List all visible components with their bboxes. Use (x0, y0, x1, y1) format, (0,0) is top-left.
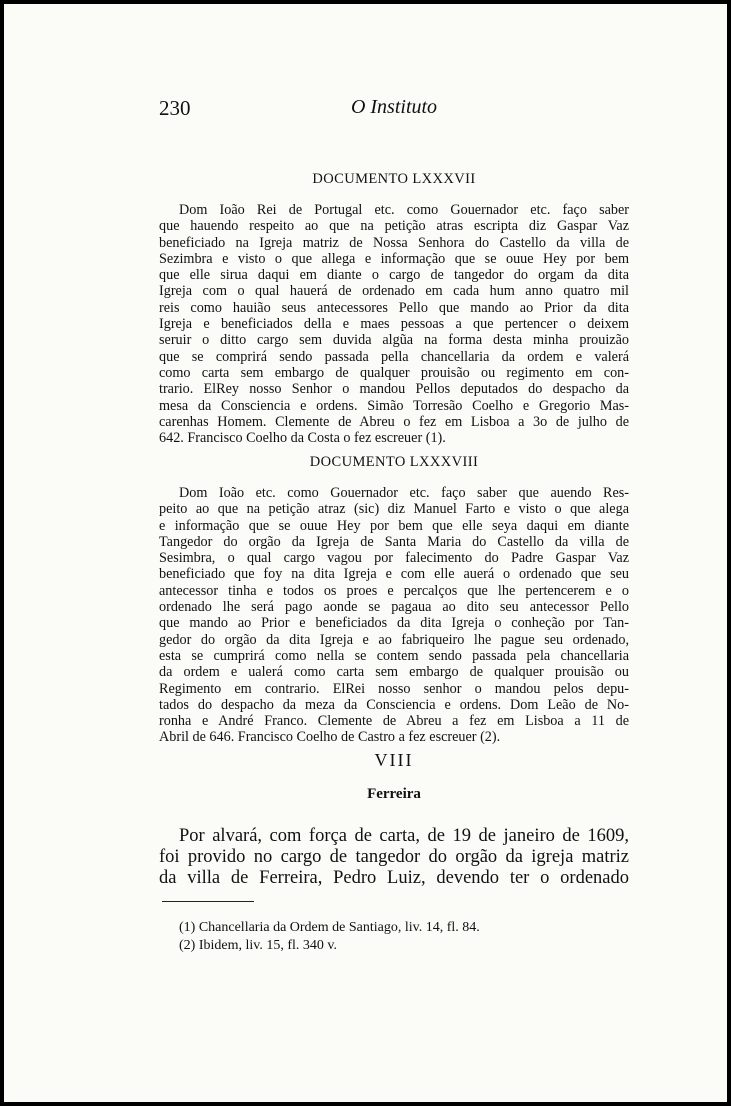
page-number: 230 (159, 96, 191, 120)
text-line: que elle sirua daqui em diante o cargo de tangedor do orgam da dita (159, 267, 629, 284)
text-line: Igreja com o qual hauerá de ordenado em cada hum anno quatro mil (159, 283, 629, 300)
text-line: tados do despacho da meza da Consciencia e ordens. Dom Leão de No- (159, 696, 629, 713)
running-head (159, 96, 629, 126)
text-line: beneficiado que foy na dita Igreja e com elle auerá o ordenado que seu (159, 566, 629, 583)
text-line: seruir o ditto cargo sem duvida algũa na forma desta minha prouizão (159, 332, 629, 349)
text-line: trario. ElRey nosso Senhor o mandou Pellos deputados do despacho da (159, 381, 629, 398)
text-line: mesa da Consciencia e ordens. Simão Torresão Coelho e Gregorio Mas- (159, 397, 629, 414)
section-number: VIII (374, 750, 414, 770)
text-line: como carta sem embargo de qualquer prouisão ou regimento em con- (159, 364, 629, 381)
text-line: ordenado lhe será pago aonde se pagaua ao dito seu antecessor Pello (159, 599, 629, 616)
text-line: que hauendo respeito ao que na petição atras escripta diz Gaspar Vaz (159, 218, 629, 235)
document-87-body (159, 202, 629, 446)
text-line: 642. Francisco Coelho da Costa o fez escreuer (1). (159, 430, 446, 447)
text-line: Dom Ioão etc. como Gouernador etc. faço saber que auendo Res- (179, 485, 629, 501)
text-line: antecessor tinha e todos os proes e percalços que lhe pertencerem e o (159, 582, 629, 599)
text-line: peito ao que na petição atraz (sic) diz Manuel Farto e visto o que alega (159, 501, 629, 518)
text-line: reis como hauião seus antecessores Pello que mando ao Prior da dita (159, 299, 629, 316)
text-line: da ordem e ualerá como carta sem embargo de qualquer prouisão ou (159, 664, 629, 681)
footnotes (179, 919, 599, 955)
text-line: Igreja e beneficiados della e maes pessoas a que pertencer o deixem (159, 316, 629, 333)
text-line: gedor do orgão da dita Igreja e ao fabriqueiro lhe pague seu ordenado, (159, 631, 629, 648)
text-line: Por alvará, com força de carta, de 19 de janeiro de 1609, (179, 826, 629, 846)
text-line: carenhas Homem. Clemente de Abreu o fez em Lisboa a 3o de julho de (159, 413, 629, 430)
text-line: que se comprirá sendo passada pella chancellaria da ordem e valerá (159, 348, 629, 365)
text-line: ronha e André Franco. Clemente de Abreu a fez em Lisboa a 11 de (159, 713, 629, 730)
text-line: da villa de Ferreira, Pedro Luiz, devendo ter o ordenado (159, 868, 629, 888)
text-line: Regimento em contrario. ElRei nosso senhor o mandou pelos depu- (159, 680, 629, 697)
text-line: Sesimbra, o qual cargo vagou por falecimento do Padre Gaspar Vaz (159, 550, 629, 567)
book-page (4, 4, 727, 1102)
section-body (159, 826, 629, 889)
document-87-heading: DOCUMENTO LXXXVII (312, 171, 476, 187)
text-line: Sezimbra e visto o que allega e informação que se ouue Hey por bem (159, 250, 629, 267)
document-88-heading: DOCUMENTO LXXXVIII (309, 454, 479, 470)
footnote-1: (1) Chancellaria da Ordem de Santiago, liv. 14, fl. 84. (179, 920, 480, 935)
document-88-body (159, 485, 629, 746)
text-line: foi provido no cargo de tangedor do orgão da igreja matriz (159, 847, 629, 867)
text-line: beneficiado na Igreja matriz de Nossa Senhora do Castello da villa de (159, 234, 629, 251)
text-line: e informação que se ouue Hey por bem que elle seya daqui em diante (159, 517, 629, 534)
text-line: Abril de 646. Francisco Coelho de Castro a fez escreuer (2). (159, 729, 501, 746)
text-line: esta se cumprirá como nella se contem sendo passada pela chancellaria (159, 647, 629, 664)
running-title: O Instituto (350, 96, 438, 118)
text-line: que mando ao Prior e beneficiados da dita Igreja o conheção por Tan- (159, 615, 629, 632)
footnote-2: (2) Ibidem, liv. 15, fl. 340 v. (179, 938, 337, 953)
footnote-rule (162, 901, 254, 902)
text-line: Tangedor do orgão da Igreja de Santa Maria do Castello da villa de (159, 533, 629, 550)
section-title: Ferreira (367, 786, 421, 802)
text-line: Dom Ioão Rei de Portugal etc. como Gouernador etc. faço saber (179, 202, 629, 218)
